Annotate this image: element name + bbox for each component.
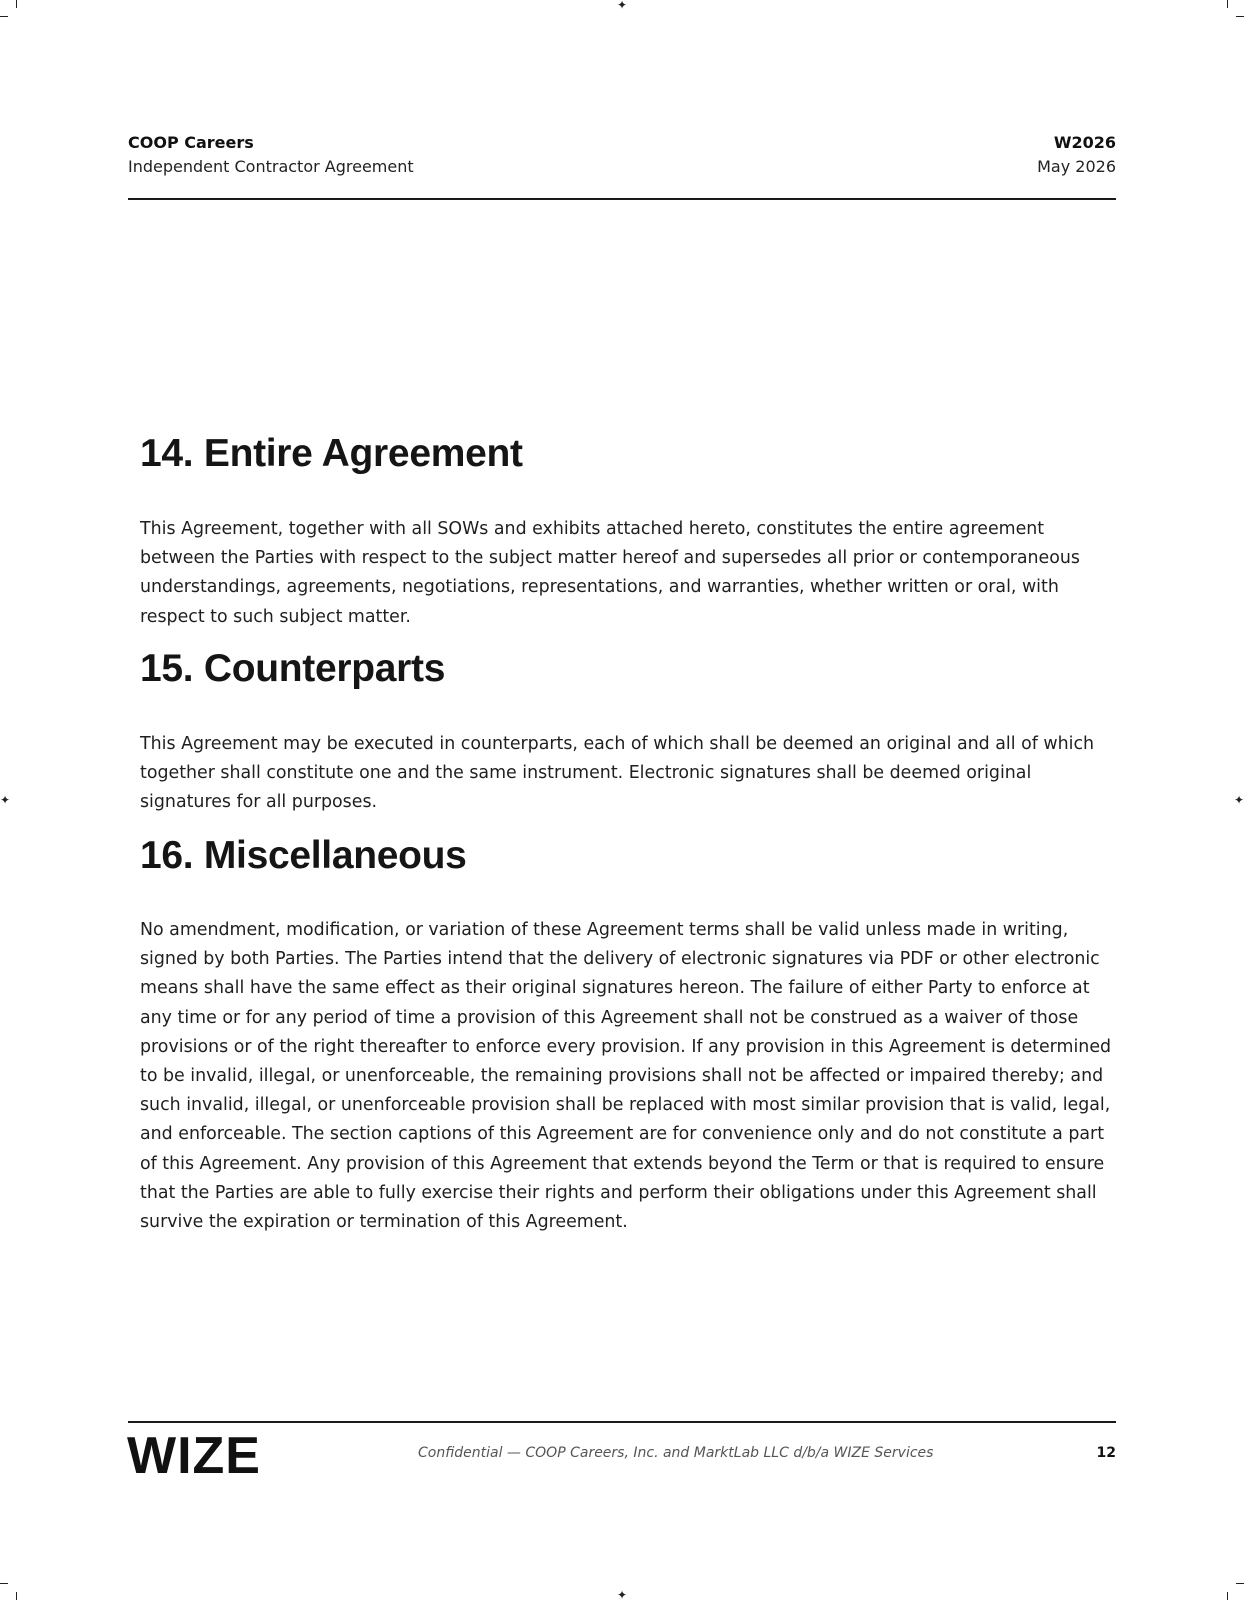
header-right [1037,131,1116,179]
header-divider [128,198,1116,200]
footer-divider [128,1421,1116,1423]
registration-mark-bottom: ✦ [617,1588,628,1602]
crop-mark-top-right-h [1236,16,1244,17]
registration-mark-left: ✦ [0,793,11,807]
crop-mark-bottom-right [1227,1592,1228,1600]
document-date: May 2026 [1037,157,1116,176]
section-body-entire-agreement: This Agreement, together with all SOWs and exhibits attached hereto, constitutes the entire agreement between the Parties with respect to the subject matter hereof and supersedes all prior or contemporaneous understandings, agreements, negotiations, representations, and warranties, whether written or oral, with respect to such subject matter. [140,519,1080,627]
crop-mark-bottom-left [16,1592,17,1600]
page-header [128,131,1116,179]
section-body-miscellaneous: No amendment, modification, or variation of these Agreement terms shall be valid unless made in writing, signed by both Parties. The Parties intend that the delivery of electronic signatures via PDF or other electronic means shall have the same effect as their original signatures hereon. The failure of either Party to enforce at any time or for any period of time a provision of this Agreement shall not be construed as a waiver of those provisions or of the right thereafter to enforce every provision. If any provision in this Agreement is determined to be invalid, illegal, or unenforceable, the remaining provisions shall not be affected or impaired thereby; and such invalid, illegal, or unenforceable provision shall be replaced with most similar provision that is valid, legal, and enforceable. The section captions of this Agreement are for convenience only and do not constitute a part of this Agreement. Any provision of this Agreement that extends beyond the Term or that is required to ensure that the Parties are able to fully exercise their rights and perform their obligations under this Agreement shall survive the expiration or termination of this Agreement. [140,920,1112,1233]
document-title: Independent Contractor Agreement [128,157,414,176]
crop-mark-top-left-h [0,16,8,17]
document-code: W2026 [1053,133,1116,152]
section-title-entire-agreement: 14. Entire Agreement [140,432,523,475]
crop-mark-bottom-right-h [1236,1583,1244,1584]
section-title-counterparts: 15. Counterparts [140,647,446,690]
wize-logo: WIZE [127,1427,261,1485]
confidential-note: Confidential — COOP Careers, Inc. and MarktLab LLC d/b/a WIZE Services [418,1445,934,1461]
registration-mark-right: ✦ [1234,793,1244,807]
section-title-miscellaneous: 16. Miscellaneous [140,834,467,877]
crop-mark-bottom-left-h [0,1583,8,1584]
registration-mark-top: ✦ [617,0,628,12]
crop-mark-top-right [1227,0,1228,8]
header-left [128,131,414,179]
page-number: 12 [1096,1445,1116,1461]
company-name: COOP Careers [128,133,254,152]
crop-mark-top-left [16,0,17,8]
section-body-counterparts: This Agreement may be executed in counterparts, each of which shall be deemed an original and all of which together shall constitute one and the same instrument. Electronic signatures shall be deemed original signatures for all purposes. [140,734,1095,813]
